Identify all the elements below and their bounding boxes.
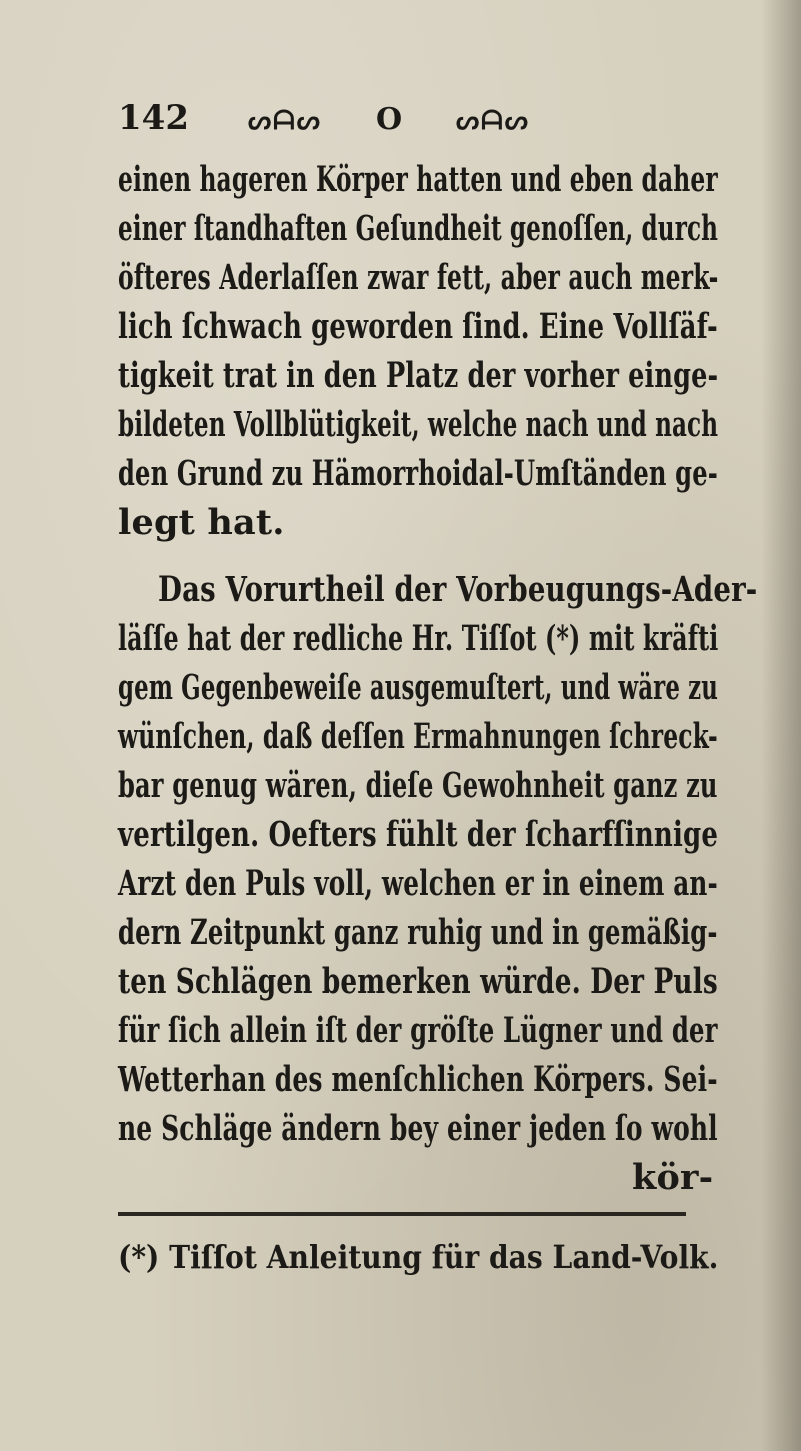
text-line: bildeten Vollblütigkeit, welche nach und nach (118, 404, 719, 445)
paragraph-start-line: Das Vorurtheil der Vorbeugungs-Ader- (158, 569, 758, 610)
text-line: den Grund zu Hämorrhoidal-Umſtänden ge- (118, 453, 718, 494)
text-line: für ſich allein iſt der gröſte Lügner und der (118, 1010, 718, 1051)
text-line: Arzt den Puls voll, welchen er in einem an- (118, 863, 718, 904)
footnote-rule (118, 1212, 686, 1216)
text-line: gem Gegenbeweiſe ausgemuſtert, und wäre zu (118, 667, 718, 708)
page-edge-shadow (761, 0, 801, 1451)
text-line: bar genug wären, dieſe Gewohnheit ganz zu (118, 765, 718, 806)
footnote: (*) Tiſſot Anleitung für das Land-Volk. (118, 1238, 719, 1276)
text-line: vertilgen. Oefters fühlt der ſcharfſinnige (118, 814, 719, 855)
catchword: kör- (632, 1157, 714, 1198)
header-signature-mark: O (376, 102, 403, 137)
text-line: lich ſchwach geworden ſind. Eine Vollſäf- (118, 306, 718, 347)
page-number: 142 (118, 98, 189, 138)
header-ornament-right: ᔕᗩᔕ (456, 106, 530, 136)
text-line: läſſe hat der redliche Hr. Tiſſot (*) mit kräfti (118, 618, 719, 659)
page-header (118, 98, 578, 138)
text-line: ne Schläge ändern bey einer jeden ſo wohl (118, 1108, 718, 1149)
text-line: tigkeit trat in den Platz der vorher einge- (118, 355, 719, 396)
text-line: dern Zeitpunkt ganz ruhig und in gemäßig- (118, 912, 718, 953)
text-line: ten Schlägen bemerken würde. Der Puls (118, 961, 718, 1002)
text-line: legt hat. (118, 502, 285, 543)
text-line: einer ſtandhaften Geſundheit genoſſen, durch (118, 208, 719, 249)
text-line: wünſchen, daß deſſen Ermahnungen ſchreck- (118, 716, 718, 757)
text-line: öfteres Aderlaſſen zwar fett, aber auch merk- (118, 257, 719, 298)
text-line: einen hageren Körper hatten und eben daher (118, 159, 718, 200)
header-ornament-left: ᔕᗩᔕ (248, 106, 322, 136)
text-line: Wetterhan des menſchlichen Körpers. Sei- (118, 1059, 718, 1100)
